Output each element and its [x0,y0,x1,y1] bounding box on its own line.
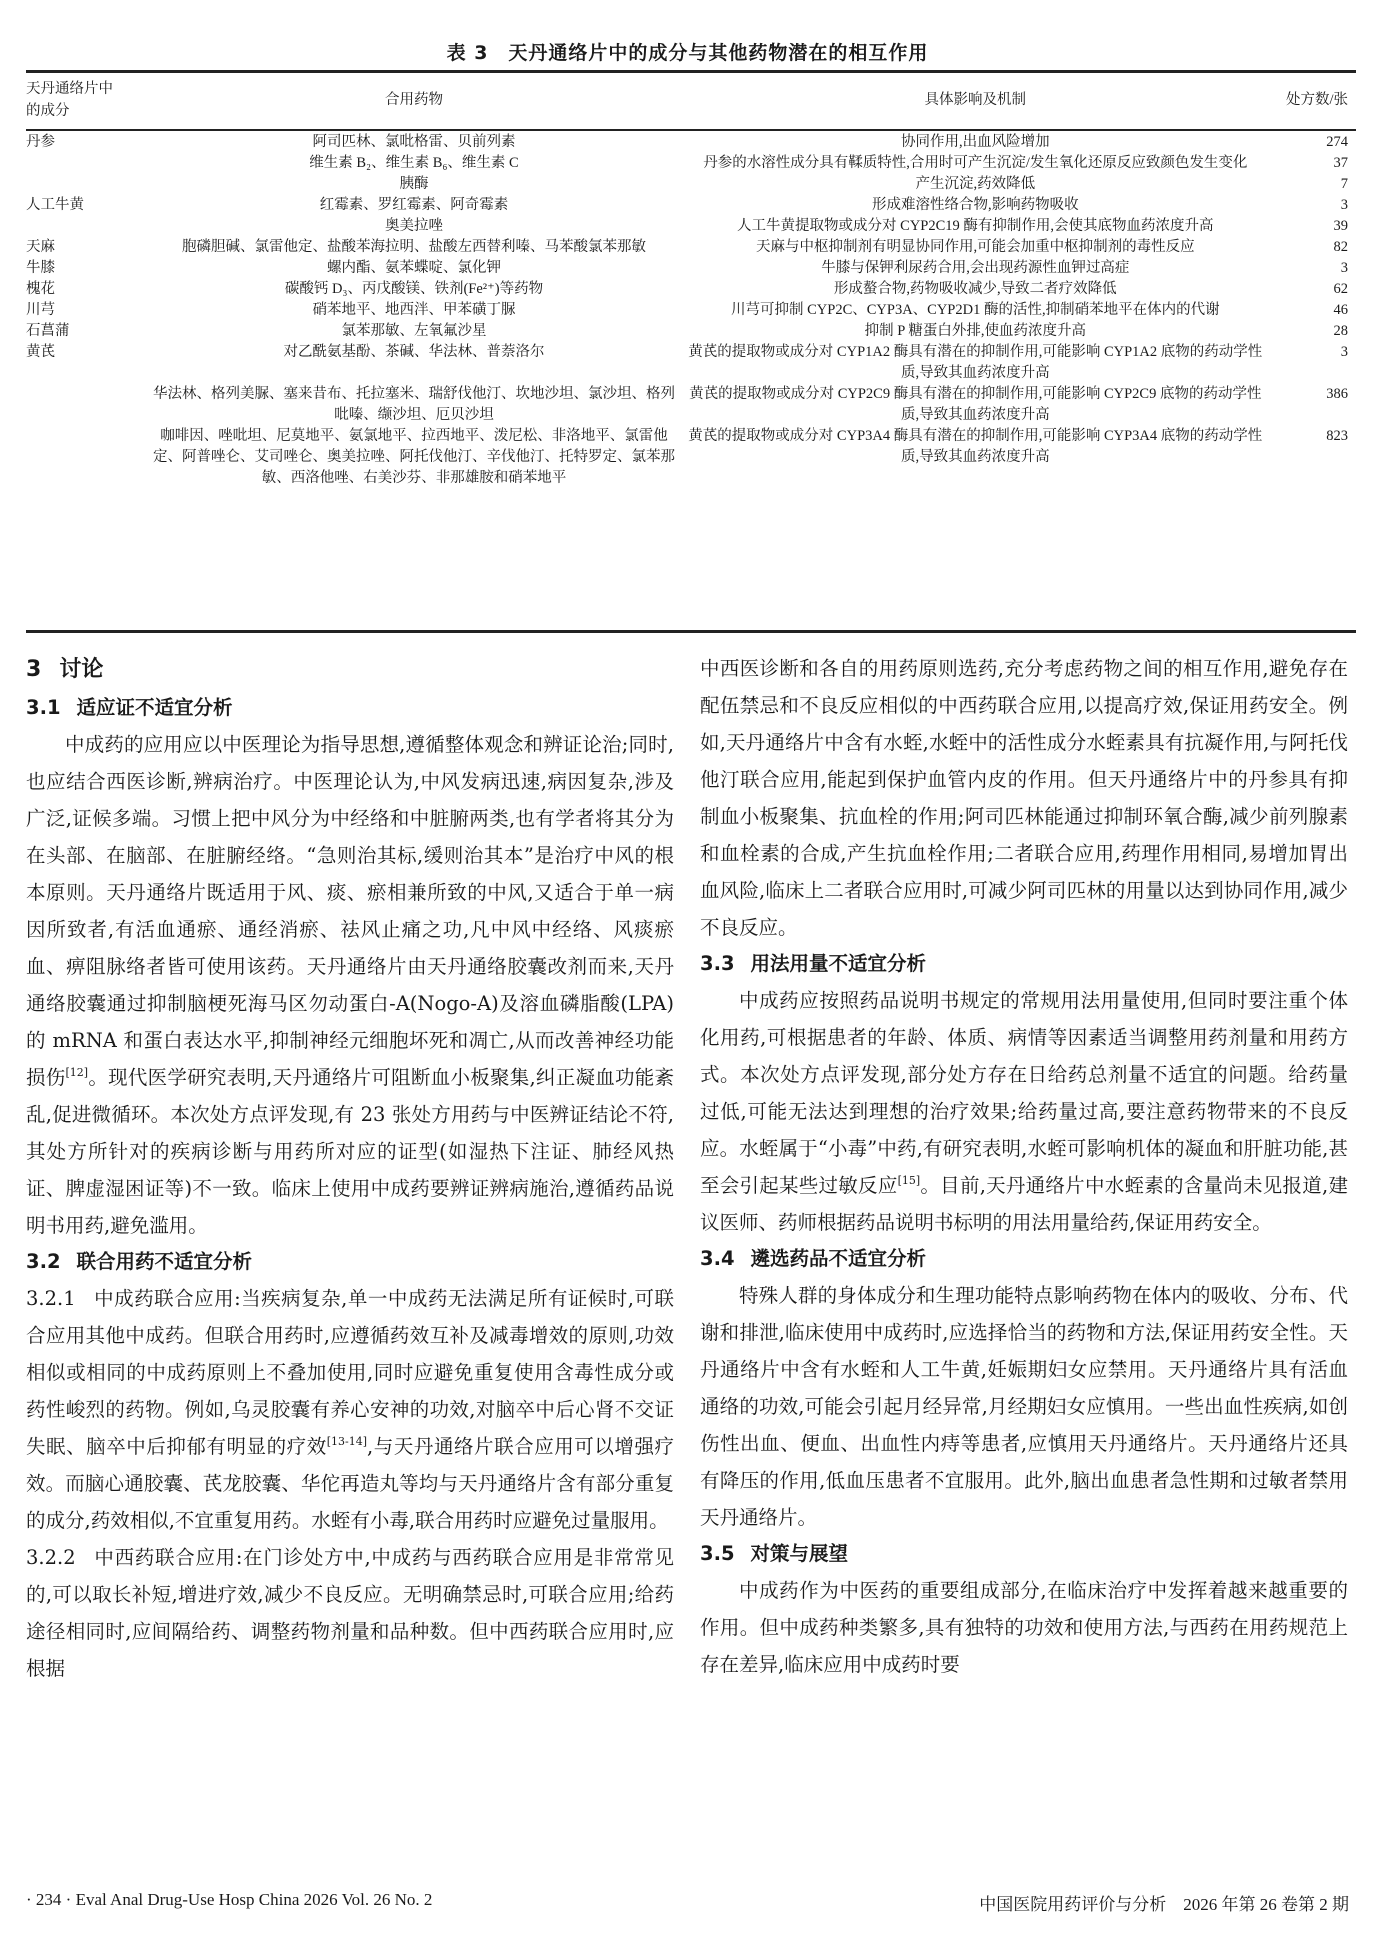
cell-component [26,384,146,426]
cell-prescription-count: 3 [1340,260,1348,276]
cell-effect-mechanism: 形成难溶性络合物,影响药物吸收 [871,197,1079,213]
cell-combined-drugs: 胞磷胆碱、氯雷他定、盐酸苯海拉明、盐酸左西替利嗪、马苯酸氯苯那敏 [181,239,646,255]
cell-effect-mechanism: 产生沉淀,药效降低 [915,176,1036,192]
cell-component: 槐花 [26,281,55,297]
cell-prescription-count: 3 [1340,344,1348,360]
table-row [26,216,1356,237]
paragraph-3-2-1: 3.2.1 中成药联合应用:当疾病复杂,单一中成药无法满足所有证候时,可联合应用其他中成药。但联合用药时,应遵循药效互补及减毒增效的原则,功效相似或相同的中成药原则上不叠加使用,同时应避免重复使用含毒性成分或药性峻烈的药物。例如,乌灵胶囊有养心安神的功效,对脑卒中后心肾不交证失眠、脑卒中后抑郁有明显的疗效[13-14],与天丹通络片联合应用可以增强疗效。而脑心通胶囊、芪龙胶囊、华佗再造丸等均与天丹通络片含有部分重复的成分,药效相似,不宜重复用药。水蛭有小毒,联合用药时应避免过量服用。 [26,1287,674,1532]
citation-13-14[interactable]: [13-14] [326,1435,368,1448]
cell-combined-drugs: 咖啡因、唑吡坦、尼莫地平、氨氯地平、拉西地平、泼尼松、非洛地平、氯雷他定、阿普唑仑、艾司唑仑、奥美拉唑、阿托伐他汀、辛伐他汀、托特罗定、氯苯那敏、西洛他唑、右美沙芬、非那雄胺和硝苯地平 [152,428,675,486]
paragraph-3-3: 中成药应按照药品说明书规定的常规用法用量使用,但同时要注重个体化用药,可根据患者的年龄、体质、病情等因素适当调整用药剂量和用药方式。本次处方点评发现,部分处方存在日给药总剂量不适宜的问题。给药量过低,可能无法达到理想的治疗效果;给药量过高,要注意药物带来的不良反应。水蛭属于“小毒”中药,有研究表明,水蛭可影响机体的凝血和肝脏功能,甚至会引起某些过敏反应[15]。目前,天丹通络片中水蛭素的含量尚未见报道,建议医师、药师根据药品说明书标明的用法用量给药,保证用药安全。 [700,989,1348,1234]
cell-component: 黄芪 [26,344,55,360]
paragraph-3-1: 中成药的应用应以中医理论为指导思想,遵循整体观念和辨证论治;同时,也应结合西医诊断,辨病治疗。中医理论认为,中风发病迅速,病因复杂,涉及广泛,证候多端。习惯上把中风分为中经络和中脏腑两类,也有学者将其分为在头部、在脑部、在脏腑经络。“急则治其标,缓则治其本”是治疗中风的根本原则。天丹通络片既适用于风、痰、瘀相兼所致的中风,又适合于单一病因所致者,有活血通瘀、通经消瘀、祛风止痛之功,凡中风中经络、风痰瘀血、痹阻脉络者皆可使用该药。天丹通络片由天丹通络胶囊改剂而来,天丹通络胶囊通过抑制脑梗死海马区勿动蛋白-A(Nogo-A)及溶血磷脂酸(LPA)的 mRNA 和蛋白表达水平,抑制神经元细胞坏死和凋亡,从而改善神经功能损伤[12]。现代医学研究表明,天丹通络片可阻断血小板聚集,纠正凝血功能紊乱,促进微循环。本次处方点评发现,有 23 张处方用药与中医辨证结论不符,其处方所针对的疾病诊断与用药所对应的证型(如湿热下注证、肺经风热证、脾虚湿困证等)不一致。临床上使用中成药要辨证辨病施治,遵循药品说明书用药,避免滥用。 [26,733,674,1237]
table-bottom-rule [26,630,1356,633]
cell-combined-drugs: 胰酶 [399,176,429,192]
paragraph-3-2-2-part1: 3.2.2 中西药联合应用:在门诊处方中,中成药与西药联合应用是非常常见的,可以取长补短,增进疗效,减少不良反应。无明确禁忌时,可联合应用;给药途径相同时,应间隔给药、调整药物剂量和品种数。但中西药联合应用时,应根据 [26,1546,674,1680]
cell-prescription-count: 62 [1333,281,1348,297]
cell-prescription-count: 7 [1340,176,1348,192]
left-column [26,690,674,1687]
cell-effect-mechanism: 天麻与中枢抑制剂有明显协同作用,可能会加重中枢抑制剂的毒性反应 [755,239,1195,255]
header-prescriptions: 处方数/张 [1285,91,1348,108]
cell-combined-drugs: 维生素 B₂、维生素 B₆、维生素 C [309,155,519,171]
cell-component [26,426,146,489]
cell-combined-drugs: 氯苯那敏、左氧氟沙星 [341,323,487,339]
paragraph-3-5: 中成药作为中医药的重要组成部分,在临床治疗中发挥着越来越重要的作用。但中成药种类繁多,具有独特的功效和使用方法,与西药在用药规范上存在差异,临床应用中成药时要 [700,1579,1348,1676]
cell-prescription-count: 274 [1326,134,1348,150]
table-row [26,321,1356,342]
cell-component [26,153,146,174]
cell-effect-mechanism: 黄芪的提取物或成分对 CYP3A4 酶具有潜在的抑制作用,可能影响 CYP3A4 底物的药动学性质,导致其血药浓度升高 [688,428,1263,465]
heading-3-2: 3.2 联合用药不适宜分析 [26,1250,253,1273]
heading-3-5: 3.5 对策与展望 [700,1542,849,1565]
cell-combined-drugs: 阿司匹林、氯吡格雷、贝前列素 [312,134,516,150]
cell-component: 石菖蒲 [26,323,70,339]
table-row [26,384,1356,426]
cell-combined-drugs: 碳酸钙 D₃、丙戊酸镁、铁剂(Fe²⁺)等药物 [284,281,544,297]
table-row [26,300,1356,321]
table-header-rule [26,129,1356,131]
section-heading-discussion: 3 讨论 [26,657,104,682]
table-row [26,195,1356,216]
heading-3-1: 3.1 适应证不适宜分析 [26,696,233,719]
cell-effect-mechanism: 牛膝与保钾利尿药合用,会出现药源性血钾过高症 [821,260,1130,276]
cell-combined-drugs: 红霉素、罗红霉素、阿奇霉素 [319,197,509,213]
cell-component: 天麻 [26,239,55,255]
cell-effect-mechanism: 黄芪的提取物或成分对 CYP1A2 酶具有潜在的抑制作用,可能影响 CYP1A2 底物的药动学性质,导致其血药浓度升高 [688,344,1263,381]
table-body [26,126,1356,489]
table-row [26,258,1356,279]
header-component: 天丹通络片中的成分 [26,81,113,119]
cell-prescription-count: 39 [1333,218,1348,234]
cell-effect-mechanism: 黄芪的提取物或成分对 CYP2C9 酶具有潜在的抑制作用,可能影响 CYP2C9 底物的药动学性质,导致其血药浓度升高 [689,386,1262,423]
cell-effect-mechanism: 人工牛黄提取物或成分对 CYP2C19 酶有抑制作用,会使其底物血药浓度升高 [737,218,1214,234]
cell-prescription-count: 28 [1333,323,1348,339]
cell-effect-mechanism: 协同作用,出血风险增加 [900,134,1050,150]
citation-15[interactable]: [15] [897,1174,921,1187]
right-column [700,650,1348,1683]
footer-right-journal-info: 中国医院用药评价与分析 2026 年第 26 卷第 2 期 [979,1895,1349,1914]
cell-prescription-count: 82 [1333,239,1348,255]
cell-component: 人工牛黄 [26,197,84,213]
table-row [26,174,1356,195]
table-row [26,342,1356,384]
table-row [26,237,1356,258]
cell-combined-drugs: 对乙酰氨基酚、茶碱、华法林、普萘洛尔 [283,344,545,360]
cell-component: 丹参 [26,134,55,150]
cell-prescription-count: 37 [1333,155,1348,171]
heading-3-4: 3.4 遴选药品不适宜分析 [700,1247,927,1270]
table-header-row [26,74,1356,126]
cell-prescription-count: 46 [1333,302,1348,318]
cell-component: 牛膝 [26,260,55,276]
cell-effect-mechanism: 丹参的水溶性成分具有鞣质特性,合用时可产生沉淀/发生氧化还原反应致颜色发生变化 [703,155,1248,171]
paragraph-3-4: 特殊人群的身体成分和生理功能特点影响药物在体内的吸收、分布、代谢和排泄,临床使用中成药时,应选择恰当的药物和方法,保证用药安全性。天丹通络片中含有水蛭和人工牛黄,妊娠期妇女应禁用。天丹通络片具有活血通络的功效,可能会引起月经异常,月经期妇女应慎用。一些出血性疾病,如创伤性出血、便血、出血性内痔等患者,应慎用天丹通络片。天丹通络片还具有降压的作用,低血压患者不宜服用。此外,脑出血患者急性期和过敏者禁用天丹通络片。 [700,1284,1348,1529]
cell-combined-drugs: 螺内酯、氨苯蝶啶、氯化钾 [326,260,501,276]
cell-effect-mechanism: 川芎可抑制 CYP2C、CYP3A、CYP2D1 酶的活性,抑制硝苯地平在体内的代谢 [730,302,1220,318]
cell-combined-drugs: 奥美拉唑 [384,218,443,234]
cell-component: 川芎 [26,302,55,318]
table-row [26,426,1356,489]
heading-3-3: 3.3 用法用量不适宜分析 [700,952,927,975]
cell-component [26,216,146,237]
cell-prescription-count: 3 [1340,197,1348,213]
table-row [26,279,1356,300]
cell-effect-mechanism: 抑制 P 糖蛋白外排,使血药浓度升高 [864,323,1086,339]
citation-12[interactable]: [12] [65,1066,89,1079]
table-top-rule [26,70,1356,73]
cell-combined-drugs: 硝苯地平、地西泮、甲苯磺丁脲 [312,302,516,318]
header-combined-drugs: 合用药物 [384,91,443,108]
paragraph-3-2-2-part2: 中西医诊断和各自的用药原则选药,充分考虑药物之间的相互作用,避免存在配伍禁忌和不良反应相似的中西药联合应用,以提高疗效,保证用药安全。例如,天丹通络片中含有水蛭,水蛭中的活性成分水蛭素具有抗凝作用,与阿托伐他汀联合应用,能起到保护血管内皮的作用。但天丹通络片中的丹参具有抑制血小板聚集、抗血栓的作用;阿司匹林能通过抑制环氧合酶,减少前列腺素和血栓素的合成,产生抗血栓作用;二者联合应用,药理作用相同,易增加胃出血风险,临床上二者联合应用时,可减少阿司匹林的用量以达到协同作用,减少不良反应。 [700,657,1348,939]
footer-left-journal-info: · 234 · Eval Anal Drug-Use Hosp China 2026 Vol. 26 No. 2 [26,1890,433,1909]
cell-prescription-count: 823 [1326,428,1348,444]
cell-component [26,174,146,195]
table-row [26,153,1356,174]
cell-combined-drugs: 华法林、格列美脲、塞来昔布、托拉塞米、瑞舒伐他汀、坎地沙坦、氯沙坦、格列吡嗪、缬沙坦、厄贝沙坦 [152,386,675,423]
interaction-table [26,74,1356,489]
table-title: 表 3 天丹通络片中的成分与其他药物潜在的相互作用 [446,42,929,64]
header-effect-mechanism: 具体影响及机制 [924,91,1027,108]
cell-effect-mechanism: 形成螯合物,药物吸收减少,导致二者疗效降低 [833,281,1117,297]
cell-prescription-count: 386 [1326,386,1348,402]
